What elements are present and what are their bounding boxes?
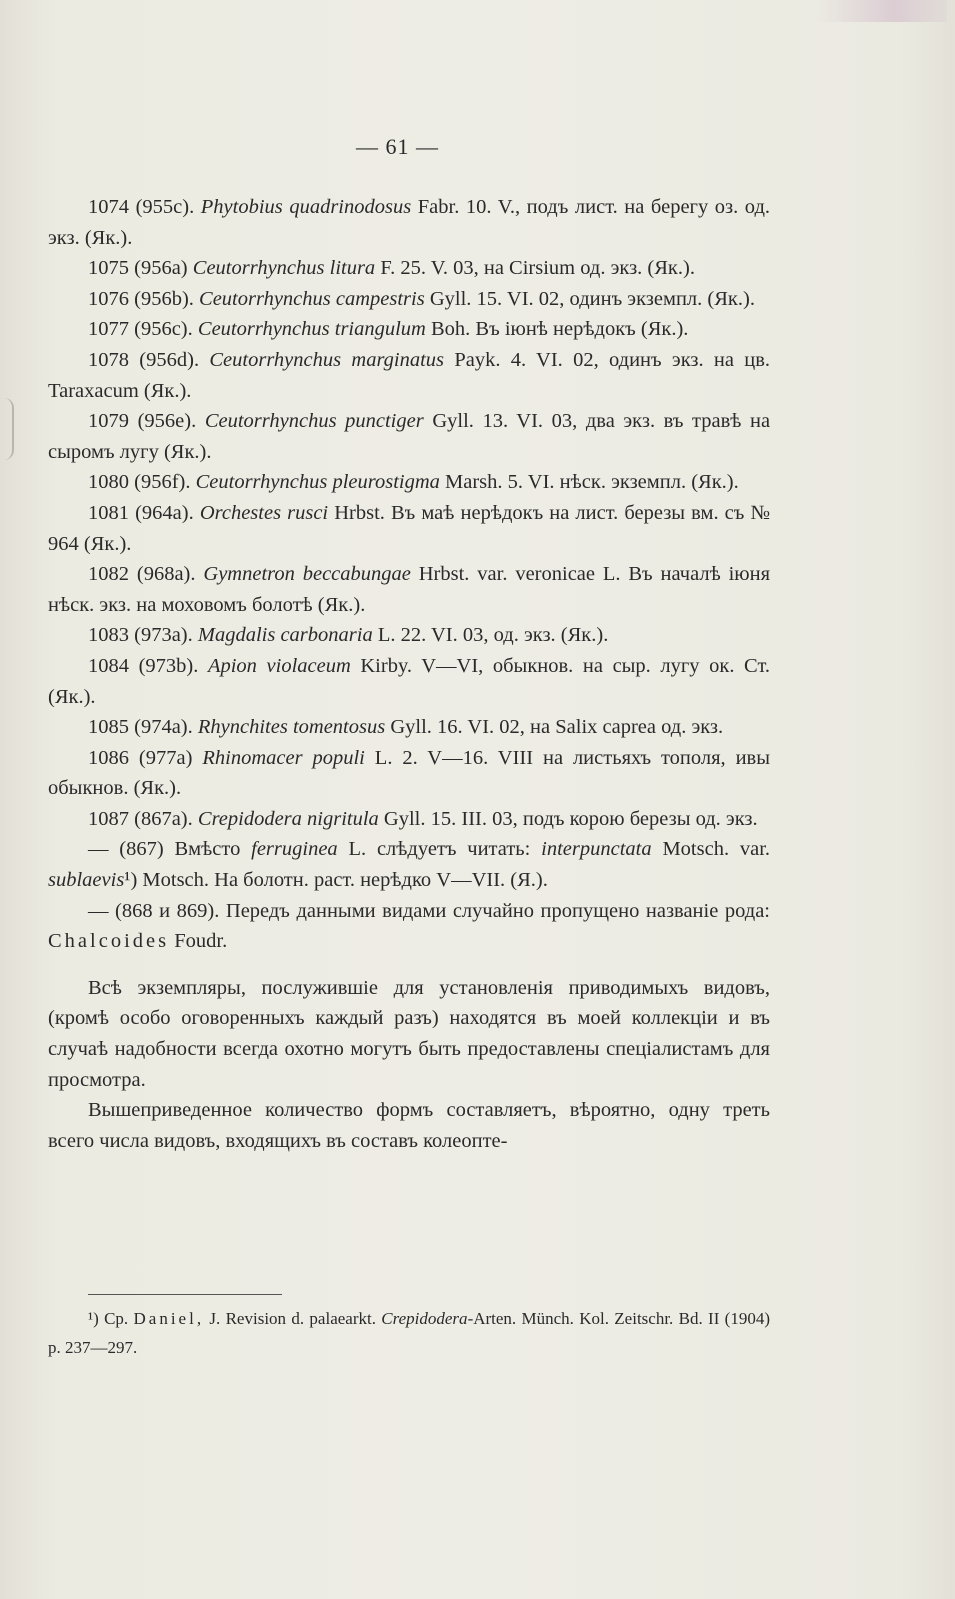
entry-species: Orchestes rusci [199,501,329,524]
entry-reference: (955c). [135,196,195,218]
entry-number: 1078 [88,348,129,371]
entry-1074 [48,192,770,253]
entry-1081 [48,498,770,559]
entry-reference: (867a). [134,807,193,830]
entry-species: Ceutorrhynchus campestris [199,287,425,310]
entry-number: 1083 [88,624,129,647]
entry-reference: (956d). [139,348,200,371]
note-868-author: Foudr. [174,930,228,953]
entry-details: Payk. 4. VI. 02, одинъ экз. на цв. Taraxacum (Як.). [48,348,771,402]
entry-details: Boh. Въ іюнѣ нерѣдокъ (Як.). [431,318,689,341]
entry-species: Crepidodera nigritula [197,807,379,830]
entry-reference: (977a) [138,746,193,769]
entry-1075 [48,253,770,284]
entry-1079 [48,406,770,467]
footnote-marker: ¹) Ср. [88,1309,129,1328]
entry-details: L. 22. VI. 03, од. экз. (Як.). [377,624,609,647]
main-text [48,192,770,1156]
entry-details: Fabr. 10. V., подъ лист. на берегу оз. од. экз. (Як.). [48,196,771,249]
entry-1083 [48,620,770,651]
entry-details: L. 2. V—16. VIII на листьяхъ тополя, ивы обыкнов. (Як.). [48,746,770,800]
note-867-author: Motsch. var. [662,838,771,861]
note-867-variety: sublaevis [48,869,125,892]
entry-reference: (956a) [134,257,188,280]
entry-1077 [48,314,770,345]
entry-number: 1076 [88,287,129,310]
entry-number: 1081 [88,501,129,524]
prose-paragraph-2: Вышеприведенное количество формъ составляетъ, вѣроятно, одну треть всего числа видовъ, входящихъ въ составъ колеопте- [48,1099,770,1152]
entry-reference: (964a). [135,501,194,524]
entry-species: Rhinomacer populi [202,746,365,769]
prose-section [48,973,770,1157]
entry-number: 1087 [88,807,129,830]
entry-species: Gymnetron beccabungae [203,563,411,586]
entry-1087 [48,804,770,835]
entry-1084 [48,651,770,712]
footnote-source: -Arten. Münch. Kol. Zeitschr. Bd. II (1904) p. 237—297. [48,1309,771,1357]
binding-mark [0,398,14,460]
page-number: — 61 — [356,134,439,159]
entry-reference: (974a). [134,716,193,739]
entry-details: F. 25. V. 03, на Cirsium од. экз. (Як.). [380,257,695,280]
entry-species: Ceutorrhynchus triangulum [197,318,426,341]
entry-reference: (956c). [134,318,193,341]
entry-species: Apion violaceum [207,654,351,677]
entry-1086 [48,743,770,804]
entry-details: Marsh. 5. VI. нѣск. экземпл. (Як.). [445,471,739,494]
entry-1085 [48,712,770,743]
entry-reference: (973b). [138,654,199,677]
entry-reference: (968a). [136,563,196,586]
entry-species: Ceutorrhynchus punctiger [204,410,424,433]
entry-number: 1080 [88,471,129,494]
note-867-lead: — (867) Вмѣсто [88,838,241,861]
note-867-new-name: interpunctata [541,838,652,861]
note-868-lead: — (868 и 869). Передъ данными видами случайно пропущено названіе рода: [88,899,770,922]
entry-species: Rhynchites tomentosus [197,716,386,739]
entry-number: 1077 [88,318,129,341]
entry-reference: (956b). [134,287,194,310]
note-867-rest: ¹) Motsch. На болотн. раст. нерѣдко V—VII. (Я.). [124,869,548,892]
entry-details: Gyll. 16. VI. 02, на Salix caprea од. экз. [390,716,724,739]
footnote-author: Daniel, [133,1309,205,1328]
entry-species: Ceutorrhynchus pleurostigma [195,471,440,494]
entry-number: 1086 [88,746,129,769]
entry-1076 [48,284,770,315]
footnote-rule [88,1294,282,1295]
entry-species: Magdalis carbonaria [197,624,373,647]
entry-number: 1075 [88,257,129,280]
entry-reference: (956f). [134,471,191,494]
entry-details: Hrbst. var. veronicae L. Въ началѣ іюня нѣск. экз. на моховомъ болотѣ (Як.). [48,563,771,616]
note-868 [48,896,770,957]
footnote-title: J. Revision d. palaearkt. [209,1309,376,1328]
entry-reference: (956e). [137,410,197,433]
entry-1082 [48,559,770,620]
entry-1078 [48,345,770,406]
note-867 [48,834,770,895]
entry-species: Ceutorrhynchus marginatus [209,348,445,371]
entry-number: 1074 [88,196,129,218]
entry-species: Ceutorrhynchus litura [192,257,376,280]
footnote [48,1304,770,1362]
entry-details: Gyll. 15. VI. 02, одинъ экземпл. (Як.). [429,287,755,310]
entry-number: 1082 [88,563,129,586]
entry-number: 1085 [88,716,129,739]
entry-number: 1084 [88,654,129,677]
entry-1080 [48,467,770,498]
entry-details: Gyll. 13. VI. 03, два экз. въ травѣ на сыромъ лугу (Як.). [48,410,771,463]
entry-details: Gyll. 15. III. 03, подъ корою березы од. экз. [383,807,758,830]
note-867-mid: L. слѣдуетъ читать: [348,838,531,861]
prose-paragraph-1: Всѣ экземпляры, послужившіе для установленія приводимыхъ видовъ, (кромѣ особо оговоренныхъ каждый разъ) находятся въ моей коллекціи и въ случаѣ надобности всегда охотно могутъ быть предоставлены спеціалистамъ для просмотра. [48,976,770,1091]
entry-list [48,192,770,834]
entry-number: 1079 [88,410,129,433]
note-867-old-name: ferruginea [251,838,338,861]
note-868-genus: Chalcoides [48,930,170,953]
entry-details: Kirby. V—VI, обыкнов. на сыр. лугу ок. Ст. (Як.). [48,654,771,708]
paper-stain [817,0,947,22]
entry-details: Hrbst. Въ маѣ нерѣдокъ на лист. березы вм. съ № 964 (Як.). [48,501,771,555]
entry-reference: (973a). [134,624,193,647]
entry-species: Phytobius quadrinodosus [200,196,412,218]
footnote-genus: Crepidodera [381,1309,468,1328]
